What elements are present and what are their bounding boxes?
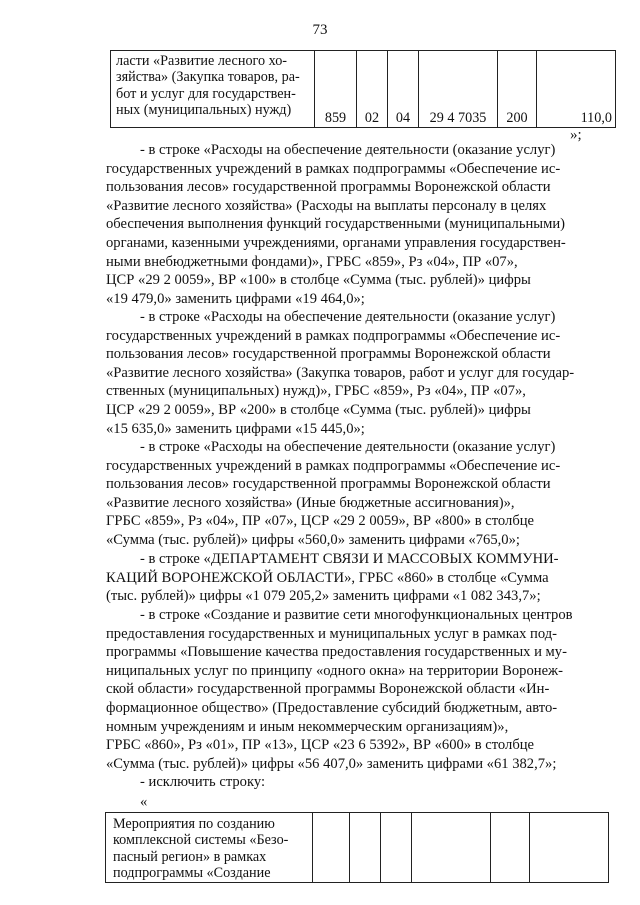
text-line: «Развитие лесного хозяйства» (Закупка товаров, работ и услуг для государ-	[106, 364, 575, 381]
amendment-paragraph	[106, 308, 591, 438]
text-line: «15 635,0» заменить цифрами «15 445,0»;	[106, 420, 365, 437]
amendment-paragraph	[106, 606, 591, 773]
grbs-cell: 859	[315, 51, 357, 128]
table-row	[106, 813, 609, 883]
text-line: ской области» государственной программы Воронежской области «Ин-	[106, 681, 550, 698]
empty-cell	[491, 813, 530, 883]
text-line: ственных (муниципальных) нужд)», ГРБС «859», Рз «04», ПР «07»,	[106, 383, 526, 400]
text-line: ЦСР «29 2 0059», ВР «200» в столбце «Сумма (тыс. рублей)» цифры	[106, 401, 531, 418]
description-line: зяйства» (Закупка товаров, ра-	[116, 69, 300, 86]
text-line: - исключить строку:	[140, 774, 266, 790]
top-budget-table	[110, 50, 616, 128]
closing-quote: »;	[570, 127, 582, 143]
csr-cell: 29 4 7035	[419, 51, 498, 128]
opening-quote: «	[140, 794, 148, 810]
text-line: - в строке «Расходы на обеспечение деятельности (оказание услуг)	[140, 439, 556, 455]
description-line: пасный регион» в рамках	[113, 848, 267, 865]
text-line: пользования лесов» государственной программы Воронежской области	[106, 179, 551, 196]
text-line: «Сумма (тыс. рублей)» цифры «56 407,0» заменить цифрами «61 382,7»;	[106, 755, 557, 772]
description-line: подпрограммы «Создание	[113, 864, 271, 881]
text-line: «Сумма (тыс. рублей)» цифры «560,0» заменить цифрами «765,0»;	[106, 531, 520, 548]
text-line: «Развитие лесного хозяйства» (Расходы на выплаты персоналу в целях	[106, 197, 547, 214]
description-line: комплексной системы «Безо-	[113, 832, 289, 849]
text-line: формационное общество» (Предоставление субсидий бюджетным, авто-	[106, 699, 558, 716]
text-line: государственных учреждений в рамках подпрограммы «Обеспечение ис-	[106, 327, 561, 344]
text-line: номным учреждениям и иным некоммерческим организациям)»,	[106, 718, 509, 735]
text-line: «19 479,0» заменить цифрами «19 464,0»;	[106, 290, 365, 307]
description-line: ласти «Развитие лесного хо-	[116, 53, 288, 69]
description-line: бот и услуг для государствен-	[116, 85, 296, 102]
text-line: государственных учреждений в рамках подпрограммы «Обеспечение ис-	[106, 457, 561, 474]
empty-cell	[350, 813, 381, 883]
pr-cell: 04	[388, 51, 419, 128]
text-line: ГРБС «860», Рз «01», ПР «13», ЦСР «23 6 5392», ВР «600» в столбце	[106, 737, 535, 754]
rz-cell: 02	[357, 51, 388, 128]
empty-cell	[313, 813, 350, 883]
row-description-cell	[111, 51, 315, 128]
row-description-cell	[106, 813, 313, 883]
text-line: КАЦИЙ ВОРОНЕЖСКОЙ ОБЛАСТИ», ГРБС «860» в столбце «Сумма	[106, 569, 549, 586]
text-line: предоставления государственных и муниципальных услуг в рамках под-	[106, 625, 558, 642]
text-line: «Развитие лесного хозяйства» (Иные бюджетные ассигнования)»,	[106, 494, 515, 511]
page-number: 73	[312, 22, 328, 38]
text-line: - в строке «ДЕПАРТАМЕНТ СВЯЗИ И МАССОВЫХ КОММУНИ-	[140, 551, 559, 567]
vr-cell: 200	[498, 51, 537, 128]
text-line: государственных учреждений в рамках подпрограммы «Обеспечение ис-	[106, 160, 561, 177]
excluded-row-table	[105, 812, 609, 883]
text-line: ЦСР «29 2 0059», ВР «100» в столбце «Сумма (тыс. рублей)» цифры	[106, 272, 531, 289]
empty-cell	[381, 813, 412, 883]
text-line: - в строке «Расходы на обеспечение деятельности (оказание услуг)	[140, 309, 556, 325]
table-row	[111, 51, 616, 128]
text-line: - в строке «Создание и развитие сети многофункциональных центров	[140, 607, 573, 623]
text-line: ГРБС «859», Рз «04», ПР «07», ЦСР «29 2 0059», ВР «800» в столбце	[106, 513, 535, 530]
amendment-paragraph	[106, 438, 591, 550]
text-line: обеспечения выполнения функций государственными (муниципальными)	[106, 216, 566, 233]
description-line: Мероприятия по созданию	[113, 816, 275, 832]
amendment-paragraph	[106, 773, 591, 792]
text-line: пользования лесов» государственной программы Воронежской области	[106, 346, 551, 363]
text-line: - в строке «Расходы на обеспечение деятельности (оказание услуг)	[140, 142, 556, 158]
text-line: пользования лесов» государственной программы Воронежской области	[106, 476, 551, 493]
empty-cell	[412, 813, 491, 883]
amendment-paragraph	[106, 550, 591, 606]
empty-cell	[530, 813, 609, 883]
amendment-paragraph	[106, 141, 591, 308]
text-line: (тыс. рублей)» цифры «1 079 205,2» заменить цифрами «1 082 343,7»;	[106, 588, 541, 605]
text-line: ными внебюджетными фондами)», ГРБС «859», Рз «04», ПР «07»,	[106, 253, 518, 270]
text-line: ниципальных услуг по принципу «одного окна» на территории Воронеж-	[106, 662, 563, 679]
text-line: органами, казенными учреждениями, органами управления государствен-	[106, 234, 566, 251]
text-line: программы «Повышение качества предоставления государственных и му-	[106, 644, 567, 661]
amount-cell: 110,0	[537, 51, 616, 128]
description-line: ных (муниципальных) нужд)	[116, 101, 292, 118]
